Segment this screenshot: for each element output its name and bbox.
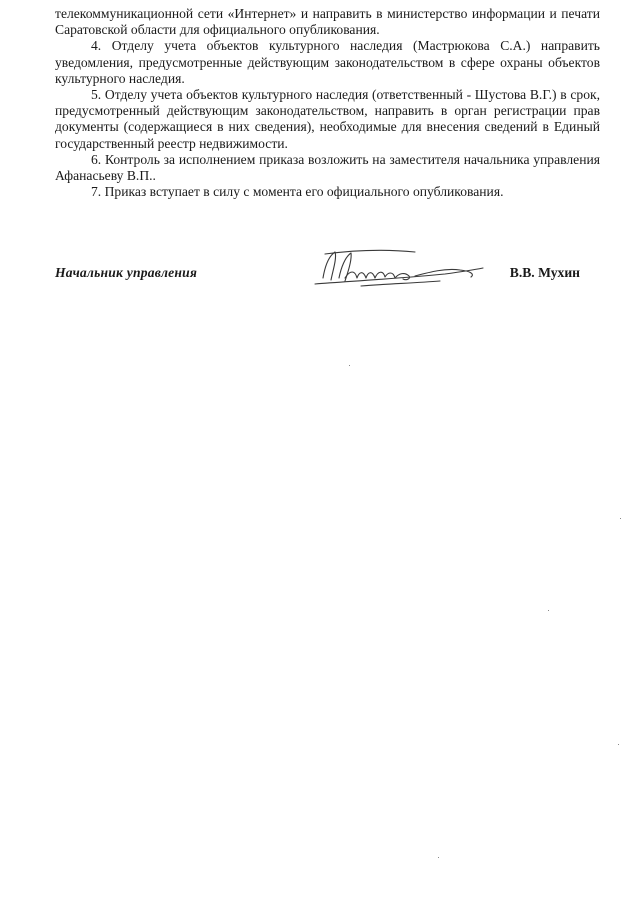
document-body (55, 6, 600, 200)
scan-speck (438, 857, 439, 858)
signatory-title: Начальник управления (55, 265, 198, 280)
paragraph-7: 7. Приказ вступает в силу с момента его официального опубликования. (91, 184, 504, 200)
scan-speck (620, 518, 621, 519)
paragraph-6: 6. Контроль за исполнением приказа возложить на заместителя начальника управления Афанасьеву В.П.. (55, 151, 600, 184)
handwritten-signature-icon (295, 248, 495, 292)
paragraph-3-continuation: телекоммуникационной сети «Интернет» и направить в министерство информации и печати Саратовской области для официального опубликования. (55, 6, 600, 38)
scan-speck (548, 610, 549, 611)
scan-speck (349, 365, 350, 366)
paragraph-5: 5. Отделу учета объектов культурного наследия (ответственный - Шустова В.Г.) в срок, предусмотренный действующим законодательством, направить в орган регистрации прав документы (содержащиеся в них сведения), необходимые для внесения сведений в Единый государственный реестр недвижимости. (55, 87, 600, 151)
scan-speck (618, 744, 619, 745)
paragraph-4: 4. Отделу учета объектов культурного наследия (Мастрюкова С.А.) направить уведомления, предусмотренные действующим законодательством в сфере охраны объектов культурного наследия. (55, 38, 600, 86)
signature-block (55, 248, 600, 296)
signatory-name: В.В. Мухин (509, 265, 580, 280)
